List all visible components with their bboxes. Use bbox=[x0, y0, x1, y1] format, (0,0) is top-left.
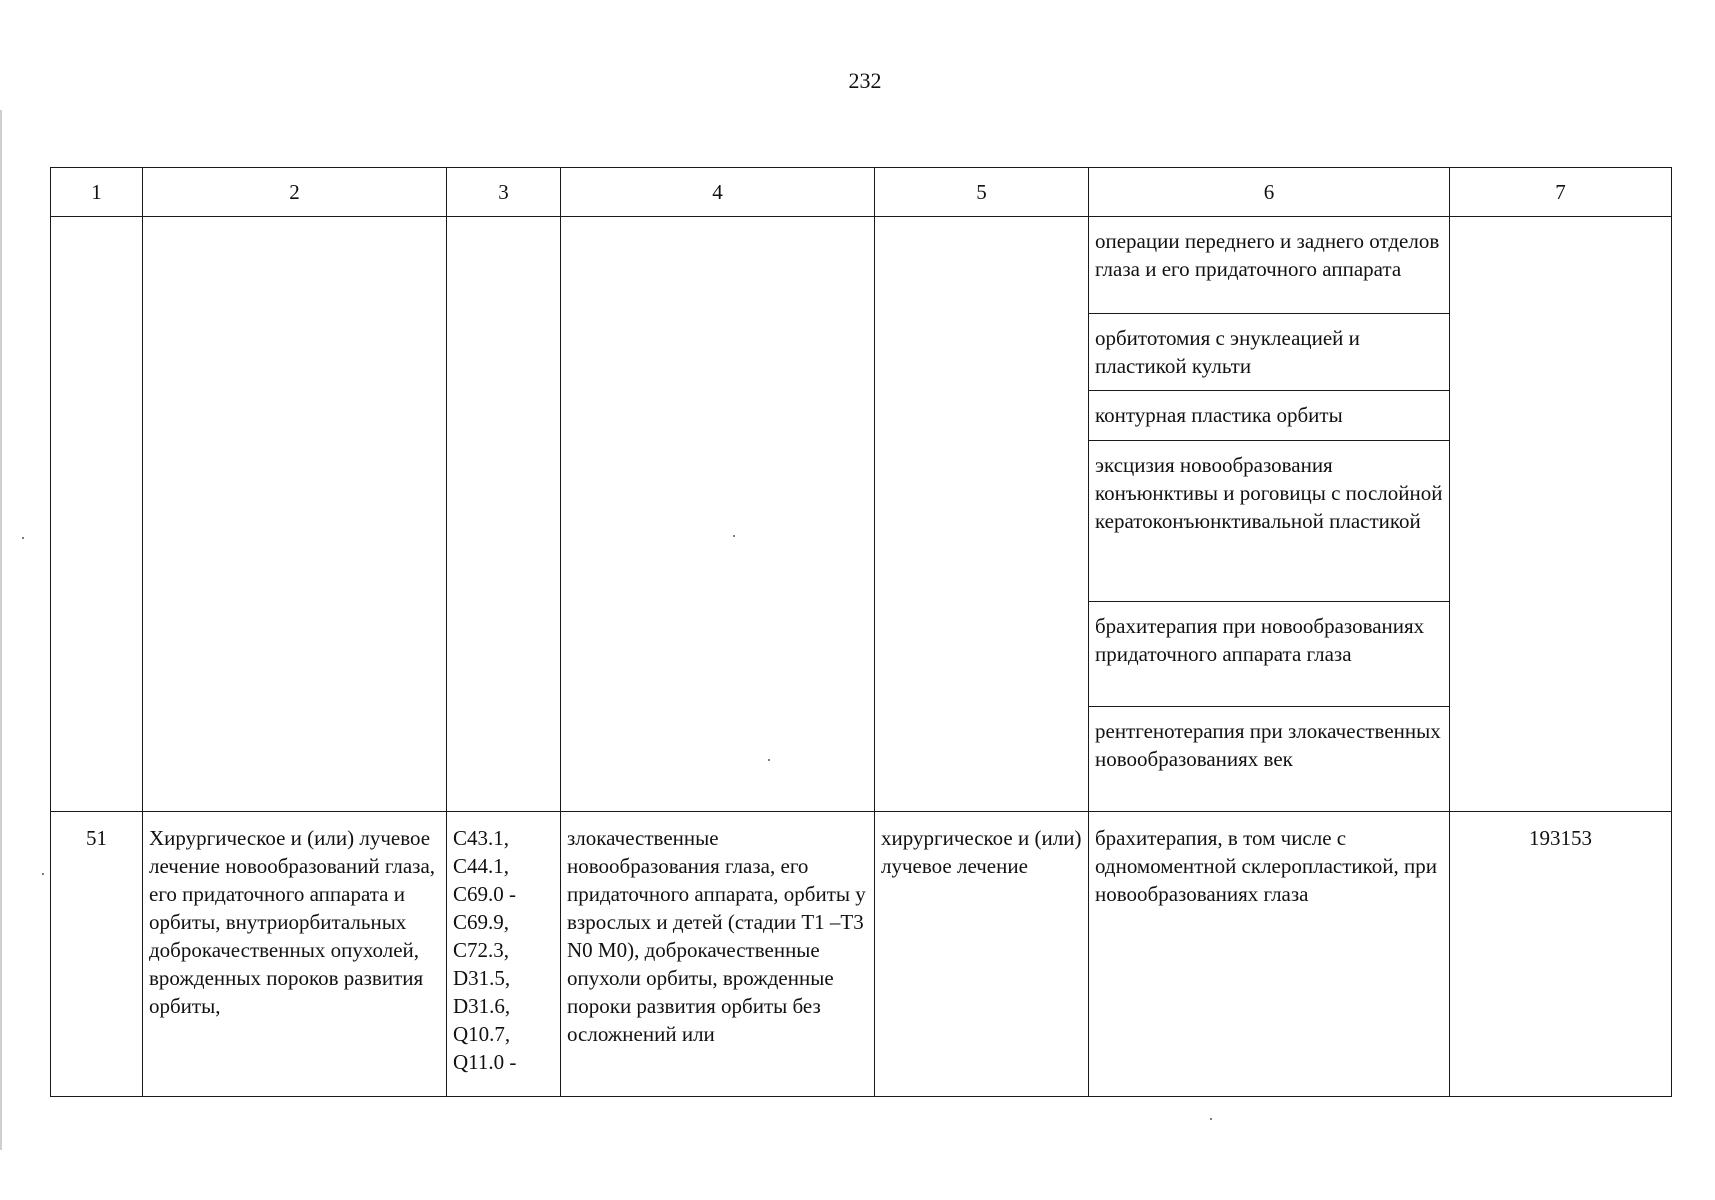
header-cell: 1 bbox=[51, 168, 143, 217]
row-number: 51 bbox=[51, 812, 143, 1097]
continuation-row bbox=[51, 217, 1672, 314]
header-cell: 7 bbox=[1450, 168, 1672, 217]
scan-speck bbox=[768, 759, 770, 761]
header-cell: 4 bbox=[561, 168, 875, 217]
empty-cell bbox=[561, 217, 875, 812]
empty-cell bbox=[143, 217, 447, 812]
empty-cell bbox=[1450, 217, 1672, 812]
scan-edge bbox=[0, 110, 2, 1150]
scan-speck bbox=[733, 535, 735, 537]
header-cell: 6 bbox=[1089, 168, 1450, 217]
empty-cell bbox=[875, 217, 1089, 812]
scan-speck bbox=[42, 873, 44, 875]
procedure-cell: эксцизия новообразования конъюнктивы и роговицы с послойной кератоконъюнктивальной пластикой bbox=[1089, 441, 1450, 602]
diagnosis-codes: C43.1, C44.1, C69.0 - C69.9, C72.3, D31.5, D31.6, Q10.7, Q11.0 - bbox=[447, 812, 561, 1097]
patient-model: злокачественные новообразования глаза, его придаточного аппарата, орбиты у взрослых и детей (стадии T1 –T3 N0 M0), доброкачественные опухоли орбиты, врожденные пороки развития орбиты без осложнений или bbox=[561, 812, 875, 1097]
procedure-cell: рентгенотерапия при злокачественных новообразованиях век bbox=[1089, 707, 1450, 812]
cost-value: 193153 bbox=[1450, 812, 1672, 1097]
empty-cell bbox=[51, 217, 143, 812]
header-cell: 5 bbox=[875, 168, 1089, 217]
treatment-type: хирургическое и (или) лучевое лечение bbox=[875, 812, 1089, 1097]
procedure-cell: орбитотомия с энуклеацией и пластикой культи bbox=[1089, 314, 1450, 391]
header-cell: 2 bbox=[143, 168, 447, 217]
page-number: 232 bbox=[848, 68, 882, 93]
service-name: Хирургическое и (или) лучевое лечение новообразований глаза, его придаточного аппарата и орбиты, внутриорбитальных доброкачественных опухолей, врожденных пороков развития орбиты, bbox=[143, 812, 447, 1097]
services-table bbox=[50, 167, 1672, 1097]
header-row bbox=[51, 168, 1672, 217]
procedure-cell: контурная пластика орбиты bbox=[1089, 391, 1450, 441]
empty-cell bbox=[447, 217, 561, 812]
scan-speck bbox=[1210, 1118, 1212, 1120]
procedure-cell: операции переднего и заднего отделов глаза и его придаточного аппарата bbox=[1089, 217, 1450, 314]
treatment-method: брахитерапия, в том числе с одномоментной склеропластикой, при новообразованиях глаза bbox=[1089, 812, 1450, 1097]
header-cell: 3 bbox=[447, 168, 561, 217]
procedure-cell: брахитерапия при новообразованиях придаточного аппарата глаза bbox=[1089, 602, 1450, 707]
table-row bbox=[51, 812, 1672, 1097]
scan-speck bbox=[22, 537, 24, 539]
